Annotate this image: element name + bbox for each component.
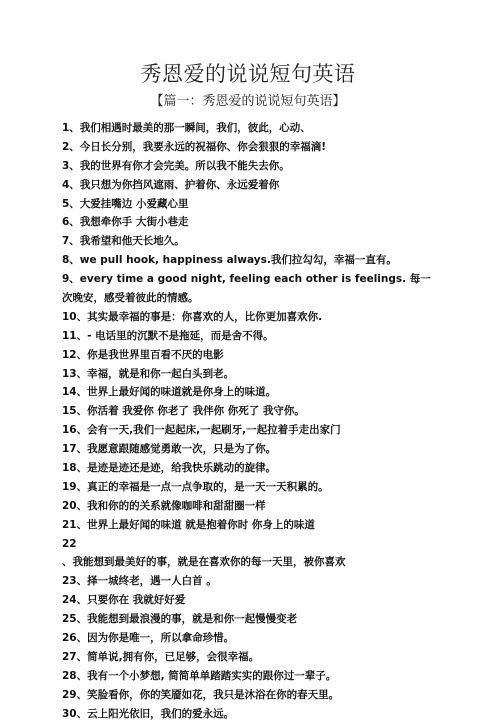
text-line: 3、我的世界有你才会完美。所以我不能失去你。 [62,159,290,172]
text-line: 5、大爱挂嘴边 小爱藏心里 [62,197,189,210]
text-line: 9、every time a good night, feeling each other is feelings. 每一 [62,273,431,286]
text-line: 次晚安，感受着彼此的情感。 [62,292,199,305]
text-line: 10、其实最幸福的事是：你喜欢的人，比你更加喜欢你. [62,310,323,323]
text-line: 18、是迹是迹还是迹，给我快乐跳动的旋律。 [62,462,277,475]
text-line: 13、幸福，就是和你一起白头到老。 [62,367,235,380]
text-line: 26、因为你是唯一，所以拿命珍惜。 [62,632,235,645]
text-line: 28、我有一个小梦想, 简简单单踏踏实实的跟你过一辈子。 [62,669,337,682]
text-line: 20、我和你的的关系就像咖啡和甜甜圈一样 [62,499,266,512]
text-line: 21、世界上最好闻的味道 就是抱着你时 你身上的味道 [62,518,315,531]
text-line: 4、我只想为你挡风遮雨、护着你、永远爱着你 [62,178,280,191]
text-line: 、我能想到最美好的事，就是在喜欢你的每一天里，被你喜欢 [62,556,346,569]
text-line: 16、会有一天,我们一起起床,一起刷牙,一起拉着手走出家门 [62,424,341,437]
text-line: 27、简单说,拥有你，已足够，会很幸福。 [62,650,260,663]
text-line: 19、真正的幸福是一点一点争取的，是一天一天积累的。 [62,480,329,493]
text-line: 2、今日长分别，我要永远的祝福你、你会狠狠的幸福滴! [62,140,327,153]
text-line: 8、we pull hook, happiness always.我们拉勾勾，幸福一直有。 [62,254,397,267]
document-body [62,119,442,724]
text-line: 29、笑脸看你，你的笑靥如花，我只是沐浴在你的春天里。 [62,688,340,701]
document-subtitle: 【篇一：秀恩爱的说说短句英语】 [150,94,346,109]
text-line: 15、你活着 我爱你 你老了 我伴你 你死了 我守你。 [62,405,305,418]
text-line: 23、择一城终老，遇一人白首 。 [62,575,217,588]
text-line: 30、云上阳光依旧，我们的爱永远。 [62,707,235,720]
text-line: 22 [62,537,77,550]
document-title: 秀恩爱的说说短句英语 [140,62,356,86]
text-line: 25、我能想到最浪漫的事，就是和你一起慢慢变老 [62,613,298,626]
text-line: 6、我想牵你手 大街小巷走 [62,216,189,229]
text-line: 12、你是我世界里百看不厌的电影 [62,348,224,361]
text-line: 14、世界上最好闻的味道就是你身上的味道。 [62,386,277,399]
text-line: 17、我愿意跟随感觉勇敢一次，只是为了你。 [62,443,277,456]
text-line: 1、我们相遇时最美的那一瞬间，我们，彼此，心动、 [62,122,311,134]
text-line: 11、- 电话里的沉默不是拖延，而是舍不得。 [62,329,274,342]
text-line: 24、只要你在 我就好好爱 [62,594,186,607]
text-line: 7、我希望和他天长地久。 [62,235,185,248]
